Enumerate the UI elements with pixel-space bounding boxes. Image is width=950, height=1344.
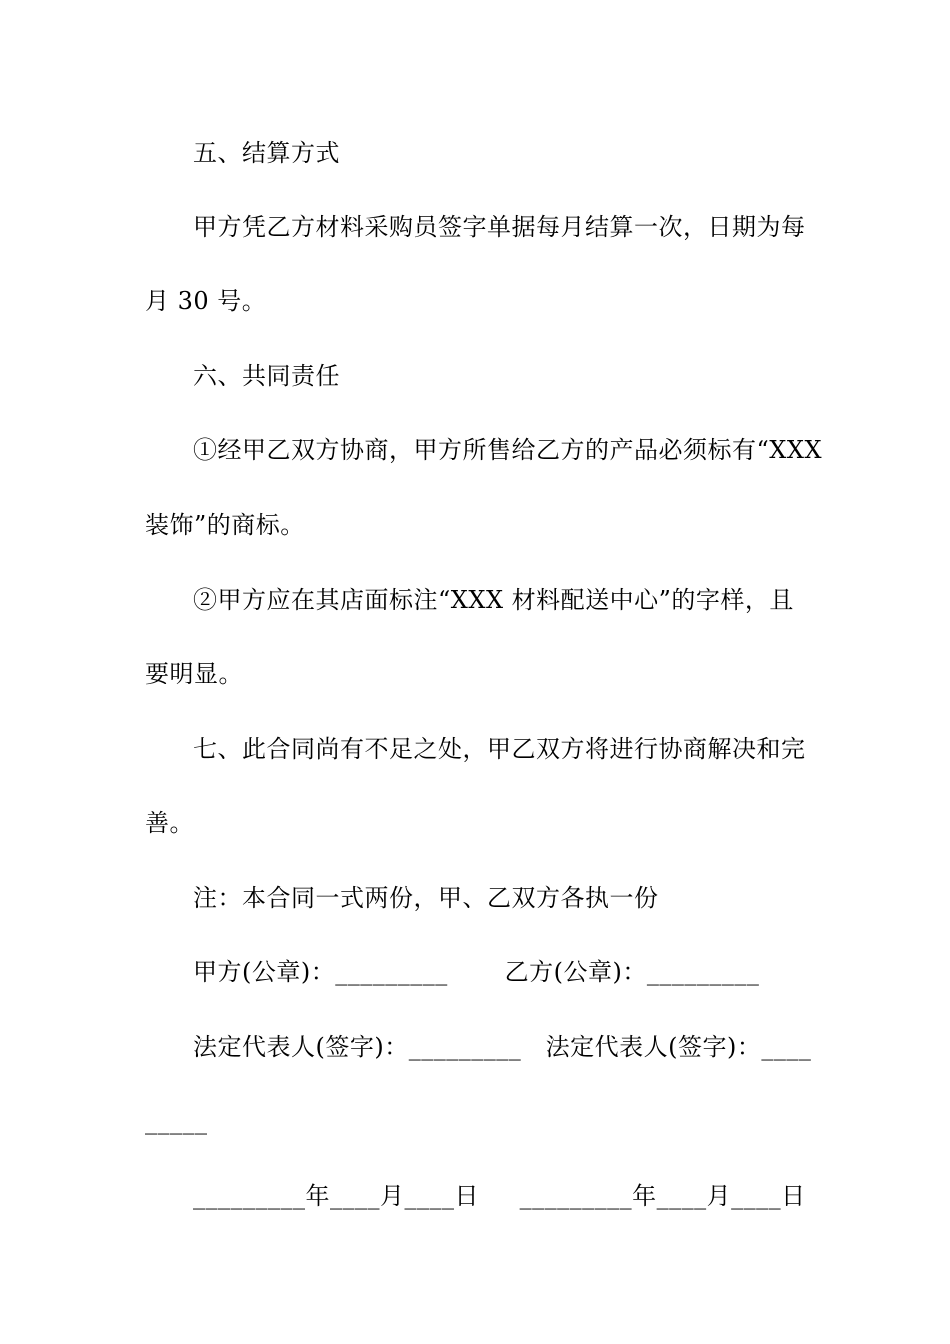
date-line: _________年____月____日 _________年____月____日 xyxy=(193,1182,806,1210)
section-5-body-line1: 甲方凭乙方材料采购员签字单据每月结算一次，日期为每 xyxy=(193,213,806,241)
section-6-item1-line2: 装饰”的商标。 xyxy=(145,511,305,539)
note-text: 注：本合同一式两份，甲、乙双方各执一份 xyxy=(193,884,659,912)
representative-signature-line2: _____ xyxy=(145,1107,208,1135)
section-5-body-line2: 月 30 号。 xyxy=(145,287,267,315)
section-7-line2: 善。 xyxy=(145,809,194,837)
section-6-item2-line2: 要明显。 xyxy=(145,660,243,688)
representative-signature-line1: 法定代表人(签字)：_________ 法定代表人(签字)：____ xyxy=(193,1033,812,1061)
section-6-item2-line1: ②甲方应在其店面标注“XXX 材料配送中心”的字样，且 xyxy=(193,586,794,614)
seal-signature-line: 甲方(公章)：_________ 乙方(公章)：_________ xyxy=(193,958,760,986)
section-5-heading: 五、结算方式 xyxy=(193,139,340,167)
section-7-line1: 七、此合同尚有不足之处，甲乙双方将进行协商解决和完 xyxy=(193,735,806,763)
section-6-heading: 六、共同责任 xyxy=(193,362,340,390)
section-6-item1-line1: ①经甲乙双方协商，甲方所售给乙方的产品必须标有“XXX xyxy=(193,436,823,464)
